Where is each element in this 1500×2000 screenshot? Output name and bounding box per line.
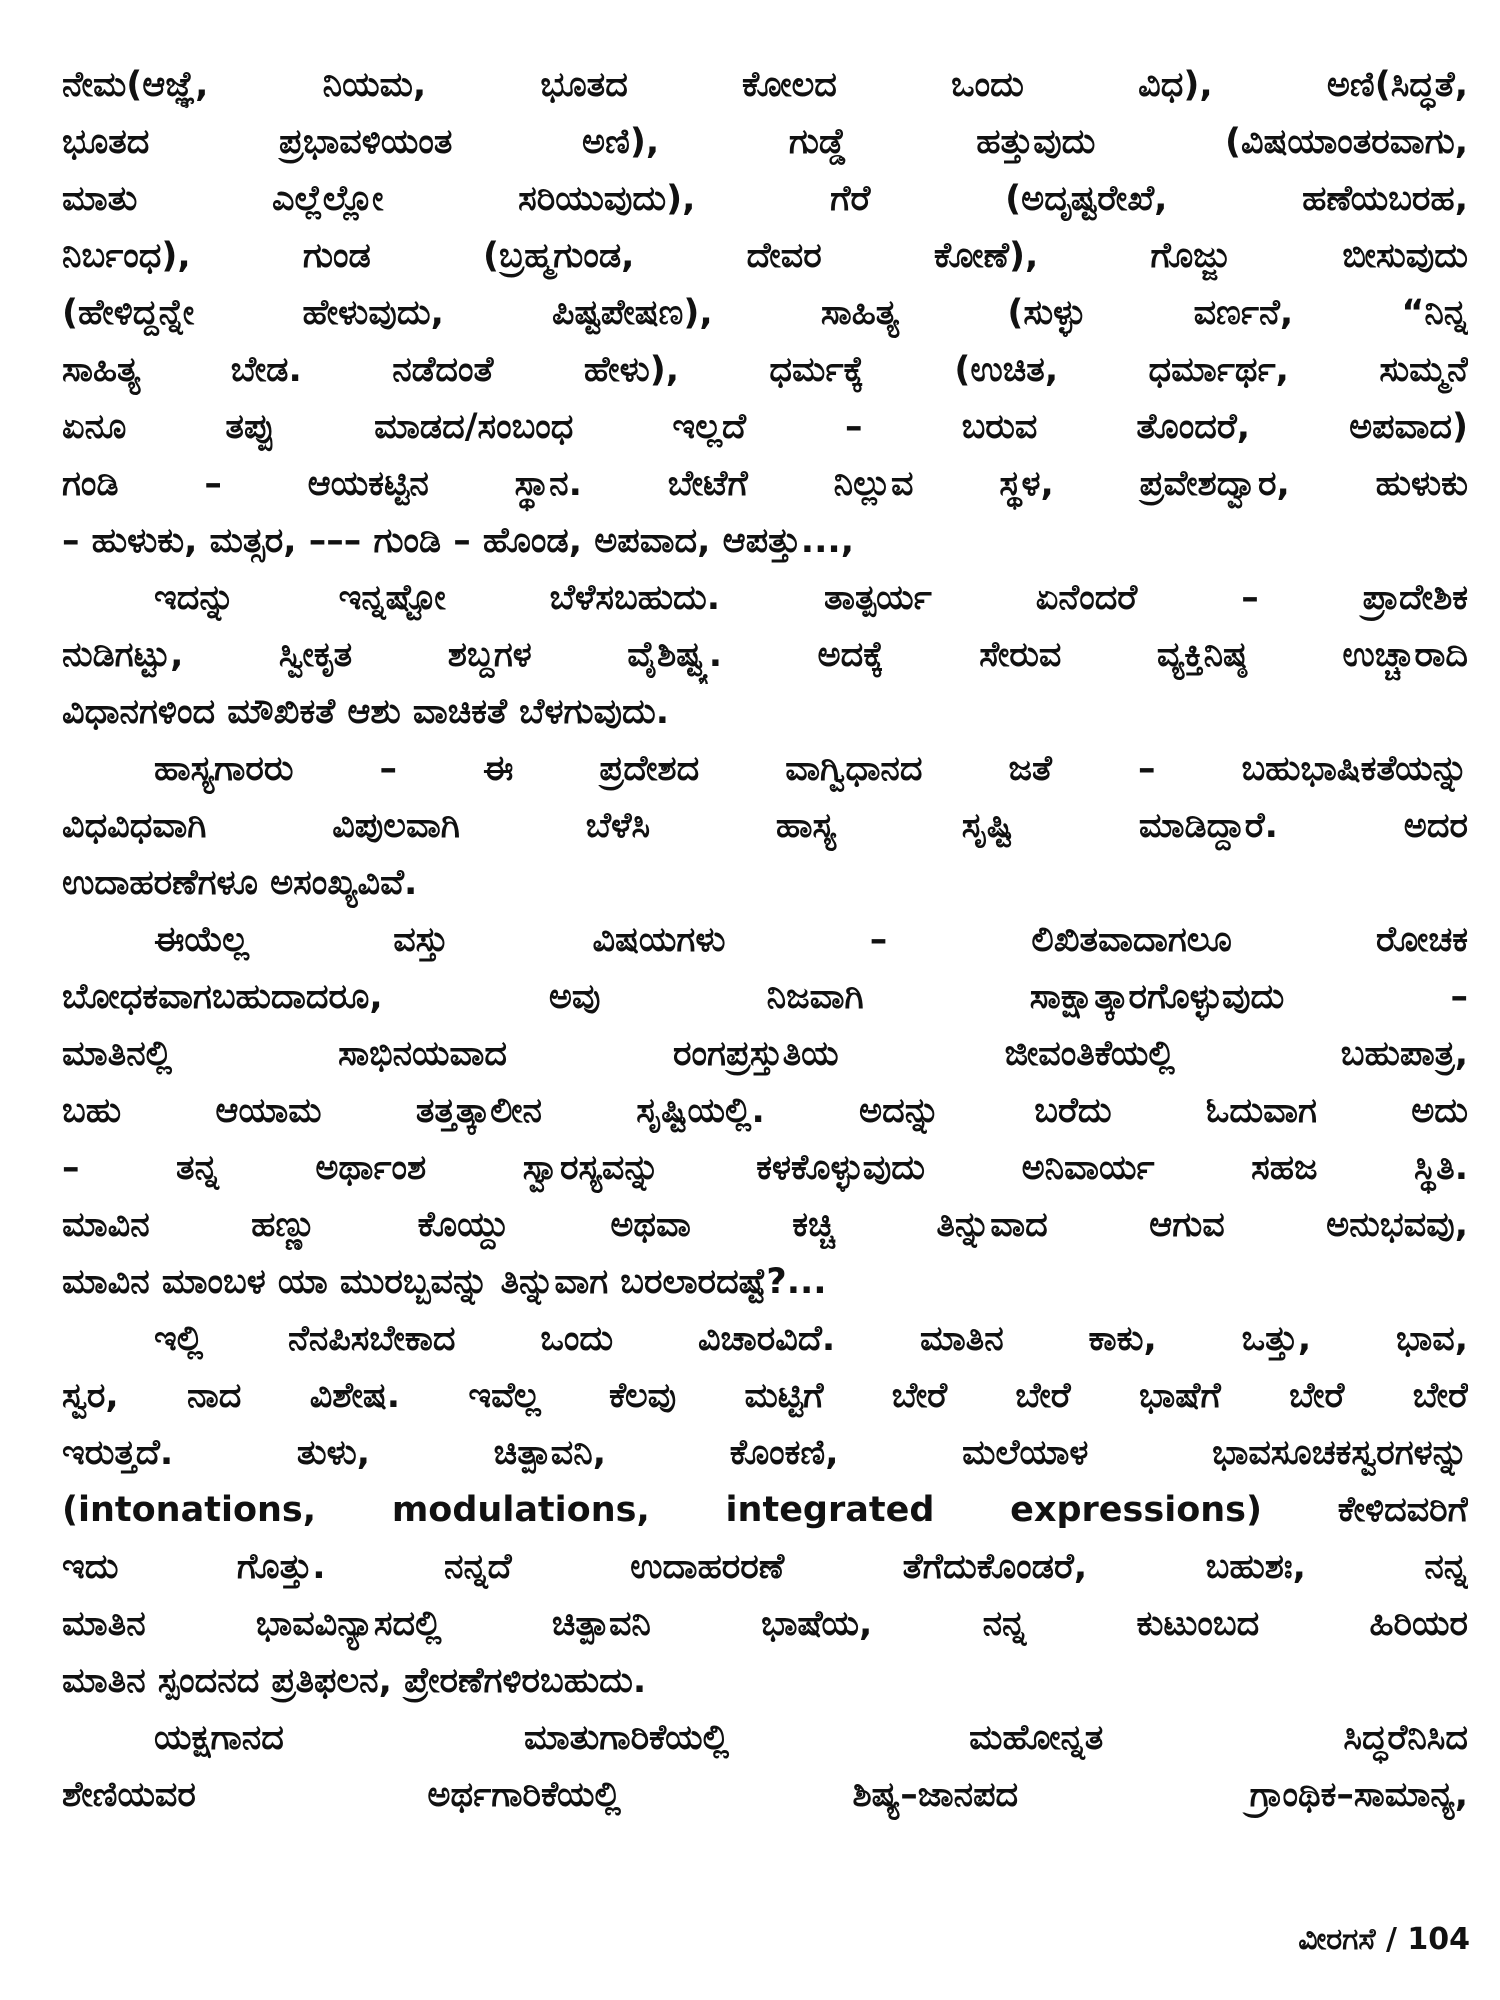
text-line: – ತನ್ನ ಅರ್ಥಾಂಶ ಸ್ವಾರಸ್ಯವನ್ನು ಕಳಕೊಳ್ಳುವುದು ಅನಿವಾರ್ಯ ಸಹಜ ಸ್ಥಿತಿ.: [62, 1148, 1468, 1188]
text-line: ಇರುತ್ತದೆ. ತುಳು, ಚಿತ್ಪಾವನಿ, ಕೊಂಕಣಿ, ಮಲೆಯಾಳ ಭಾವಸೂಚಕಸ್ವರಗಳನ್ನು: [62, 1433, 1468, 1473]
text-line: ಇದು ಗೊತ್ತು. ನನ್ನದೆ ಉದಾಹರರಣೆ ತೆಗೆದುಕೊಂಡರೆ, ಬಹುಶಃ, ನನ್ನ: [62, 1547, 1468, 1587]
page-body: [62, 57, 1468, 1824]
text-line: ವಿಧವಿಧವಾಗಿ ವಿಪುಲವಾಗಿ ಬೆಳೆಸಿ ಹಾಸ್ಯ ಸೃಷ್ಟಿ ಮಾಡಿದ್ದಾರೆ. ಅದರ: [62, 806, 1468, 846]
text-line: ಇಲ್ಲಿ ನೆನಪಿಸಬೇಕಾದ ಒಂದು ವಿಚಾರವಿದೆ. ಮಾತಿನ ಕಾಕು, ಒತ್ತು, ಭಾವ,: [154, 1319, 1468, 1359]
text-line: ನುಡಿಗಟ್ಟು, ಸ್ವೀಕೃತ ಶಬ್ದಗಳ ವೈಶಿಷ್ಟ್ಯ. ಅದಕ್ಕೆ ಸೇರುವ ವ್ಯಕ್ತಿನಿಷ್ಠ ಉಚ್ಚಾರಾದಿ: [62, 635, 1468, 675]
text-line: ಈಯೆಲ್ಲ ವಸ್ತು ವಿಷಯಗಳು – ಲಿಖಿತವಾದಾಗಲೂ ರೋಚಕ: [154, 920, 1468, 960]
text-line: ಉದಾಹರಣೆಗಳೂ ಅಸಂಖ್ಯವಿವೆ.: [62, 863, 418, 903]
text-line: ಮಾತಿನ ಸ್ಪಂದನದ ಪ್ರತಿಫಲನ, ಪ್ರೇರಣೆಗಳಿರಬಹುದು.: [62, 1661, 647, 1701]
text-line: ಶೇಣಿಯವರ ಅರ್ಥಗಾರಿಕೆಯಲ್ಲಿ ಶಿಷ್ಯ–ಜಾನಪದ ಗ್ರಾಂಥಿಕ–ಸಾಮಾನ್ಯ,: [62, 1775, 1468, 1815]
text-line: ನೇಮ(ಆಜ್ಞೆ, ನಿಯಮ, ಭೂತದ ಕೋಲದ ಒಂದು ವಿಧ), ಅಣಿ(ಸಿದ್ಧತೆ,: [62, 65, 1468, 105]
text-line: ಭೂತದ ಪ್ರಭಾವಳಿಯಂತ ಅಣಿ), ಗುಡ್ಡೆ ಹತ್ತುವುದು (ವಿಷಯಾಂತರವಾಗು,: [62, 122, 1468, 162]
text-line: ಬಹು ಆಯಾಮ ತತ್ತತ್ಕಾಲೀನ ಸೃಷ್ಟಿಯಲ್ಲಿ. ಅದನ್ನು ಬರೆದು ಓದುವಾಗ ಅದು: [62, 1091, 1468, 1131]
text-line: (intonations, modulations, integrated expressions) ಕೇಳಿದವರಿಗೆ: [62, 1490, 1468, 1530]
text-line: ಹಾಸ್ಯಗಾರರು – ಈ ಪ್ರದೇಶದ ವಾಗ್ವಿಧಾನದ ಜತೆ – ಬಹುಭಾಷಿಕತೆಯನ್ನು: [154, 749, 1468, 789]
text-line: ಯಕ್ಷಗಾನದ ಮಾತುಗಾರಿಕೆಯಲ್ಲಿ ಮಹೋನ್ನತ ಸಿದ್ಧರೆನಿಸಿದ: [154, 1718, 1468, 1758]
text-line: ಮಾತಿನಲ್ಲಿ ಸಾಭಿನಯವಾದ ರಂಗಪ್ರಸ್ತುತಿಯ ಜೀವಂತಿಕೆಯಲ್ಲಿ ಬಹುಪಾತ್ರ,: [62, 1034, 1468, 1074]
text-line: ಇದನ್ನು ಇನ್ನಷ್ಟೋ ಬೆಳೆಸಬಹುದು. ತಾತ್ಪರ್ಯ ಏನೆಂದರೆ – ಪ್ರಾದೇಶಿಕ: [154, 578, 1468, 618]
text-line: ಮಾವಿನ ಹಣ್ಣು ಕೊಯ್ದು ಅಥವಾ ಕಚ್ಚಿ ತಿನ್ನುವಾದ ಆಗುವ ಅನುಭವವು,: [62, 1205, 1468, 1245]
text-line: – ಹುಳುಕು, ಮತ್ಸರ, ––– ಗುಂಡಿ – ಹೊಂಡ, ಅಪವಾದ, ಆಪತ್ತು...,: [62, 521, 854, 561]
page-footer-running-head: ವೀರಗಸೆ / 104: [1298, 1922, 1470, 1957]
text-line: ಬೋಧಕವಾಗಬಹುದಾದರೂ, ಅವು ನಿಜವಾಗಿ ಸಾಕ್ಷಾತ್ಕಾರಗೊಳ್ಳುವುದು –: [62, 977, 1468, 1017]
text-line: ಮಾತಿನ ಭಾವವಿನ್ಯಾಸದಲ್ಲಿ ಚಿತ್ಪಾವನಿ ಭಾಷೆಯ, ನನ್ನ ಕುಟುಂಬದ ಹಿರಿಯರ: [62, 1604, 1468, 1644]
text-line: ಏನೂ ತಪ್ಪು ಮಾಡದ/ಸಂಬಂಧ ಇಲ್ಲದೆ – ಬರುವ ತೊಂದರೆ, ಅಪವಾದ): [62, 407, 1468, 447]
text-line: ಮಾವಿನ ಮಾಂಬಳ ಯಾ ಮುರಬ್ಬವನ್ನು ತಿನ್ನುವಾಗ ಬರಲಾರದಷ್ಟೆ?...: [62, 1262, 827, 1302]
text-line: ವಿಧಾನಗಳಿಂದ ಮೌಖಿಕತೆ ಆಶು ವಾಚಿಕತೆ ಬೆಳಗುವುದು.: [62, 692, 670, 732]
text-line: ಮಾತು ಎಲ್ಲೆಲ್ಲೋ ಸರಿಯುವುದು), ಗೆರೆ (ಅದೃಷ್ಟರೇಖೆ, ಹಣೆಯಬರಹ,: [62, 179, 1468, 219]
text-line: ಸಾಹಿತ್ಯ ಬೇಡ. ನಡೆದಂತೆ ಹೇಳು), ಧರ್ಮಕ್ಕೆ (ಉಚಿತ, ಧರ್ಮಾರ್ಥ, ಸುಮ್ಮನೆ: [62, 350, 1468, 390]
text-line: ನಿರ್ಬಂಧ), ಗುಂಡ (ಬ್ರಹ್ಮಗುಂಡ, ದೇವರ ಕೋಣೆ), ಗೊಜ್ಜು ಬೀಸುವುದು: [62, 236, 1468, 276]
text-line: ಗಂಡಿ – ಆಯಕಟ್ಟಿನ ಸ್ಥಾನ. ಬೇಟೆಗೆ ನಿಲ್ಲುವ ಸ್ಥಳ, ಪ್ರವೇಶದ್ವಾರ, ಹುಳುಕು: [62, 464, 1468, 504]
text-line: (ಹೇಳಿದ್ದನ್ನೇ ಹೇಳುವುದು, ಪಿಷ್ಟಪೇಷಣ), ಸಾಹಿತ್ಯ (ಸುಳ್ಳು ವರ್ಣನೆ, “ನಿನ್ನ: [62, 293, 1468, 333]
text-line: ಸ್ವರ, ನಾದ ವಿಶೇಷ. ಇವೆಲ್ಲ ಕೆಲವು ಮಟ್ಟಿಗೆ ಬೇರೆ ಬೇರೆ ಭಾಷೆಗೆ ಬೇರೆ ಬೇರೆ: [62, 1376, 1468, 1416]
